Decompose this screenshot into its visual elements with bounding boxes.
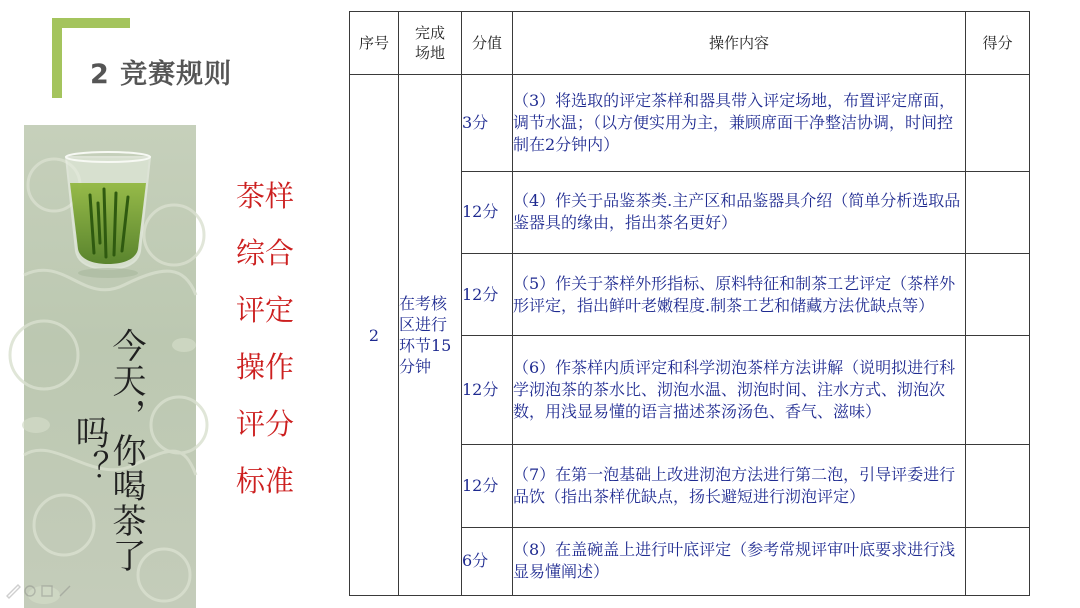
score-got-cell bbox=[966, 171, 1030, 253]
heading-line: 评定 bbox=[236, 293, 295, 327]
section-title: 2 竞赛规则 bbox=[90, 59, 233, 90]
tea-glass-icon bbox=[60, 143, 156, 283]
score-got-cell bbox=[966, 527, 1030, 595]
completion-place: 在考核区进行环节15分钟 bbox=[399, 75, 462, 596]
header-num: 序号 bbox=[350, 12, 399, 75]
operation-content: （5）作关于茶样外形指标、原料特征和制茶工艺评定（茶样外形评定，指出鲜叶老嫩程度.制茶工艺和储藏方法优缺点等） bbox=[513, 254, 966, 336]
row-number: 2 bbox=[350, 75, 399, 596]
scoring-rules-table bbox=[349, 11, 1030, 596]
operation-content: （4）作关于品鉴茶类.主产区和品鉴器具介绍（简单分析选取品鉴器具的缘由，指出茶名更好） bbox=[513, 171, 966, 253]
score-value: 12分 bbox=[462, 336, 513, 445]
score-value: 12分 bbox=[462, 254, 513, 336]
tea-photo bbox=[24, 125, 196, 608]
score-got-cell bbox=[966, 445, 1030, 527]
table-header-row bbox=[350, 12, 1030, 75]
operation-content: （6）作茶样内质评定和科学沏泡茶样方法讲解（说明拟进行科学沏泡茶的茶水比、沏泡水温、沏泡时间、注水方式、沏泡次数，用浅显易懂的语言描述茶汤汤色、香气、滋味） bbox=[513, 336, 966, 445]
table-row bbox=[350, 75, 1030, 172]
heading-line: 茶样 bbox=[236, 179, 295, 213]
heading-line: 评分 bbox=[236, 407, 295, 441]
score-got-cell bbox=[966, 254, 1030, 336]
header-place bbox=[399, 12, 462, 75]
scoring-standard-heading bbox=[236, 168, 306, 510]
header-place-label: 完成 场地 bbox=[414, 24, 445, 62]
heading-line: 综合 bbox=[236, 236, 295, 270]
header-got: 得分 bbox=[966, 12, 1030, 75]
score-value: 6分 bbox=[462, 527, 513, 595]
header-score: 分值 bbox=[462, 12, 513, 75]
pen-toolbar-icon[interactable] bbox=[4, 578, 74, 600]
score-got-cell bbox=[966, 75, 1030, 172]
score-value: 3分 bbox=[462, 75, 513, 172]
tea-question-vertical-text: 今天，你喝茶了吗？ bbox=[69, 327, 146, 573]
header-operation: 操作内容 bbox=[513, 12, 966, 75]
heading-line: 操作 bbox=[236, 350, 295, 384]
operation-content: （7）在第一泡基础上改进沏泡方法进行第二泡，引导评委进行品饮（指出茶样优缺点，扬长避短进行沏泡评定） bbox=[513, 445, 966, 527]
operation-content: （3）将选取的评定茶样和器具带入评定场地，布置评定席面，调节水温；（以方便实用为主，兼顾席面干净整洁协调，时间控制在2分钟内） bbox=[513, 75, 966, 172]
score-value: 12分 bbox=[462, 445, 513, 527]
operation-content: （8）在盖碗盖上进行叶底评定（参考常规评审叶底要求进行浅显易懂阐述） bbox=[513, 527, 966, 595]
score-got-cell bbox=[966, 336, 1030, 445]
heading-line: 标准 bbox=[236, 464, 295, 498]
score-value: 12分 bbox=[462, 171, 513, 253]
